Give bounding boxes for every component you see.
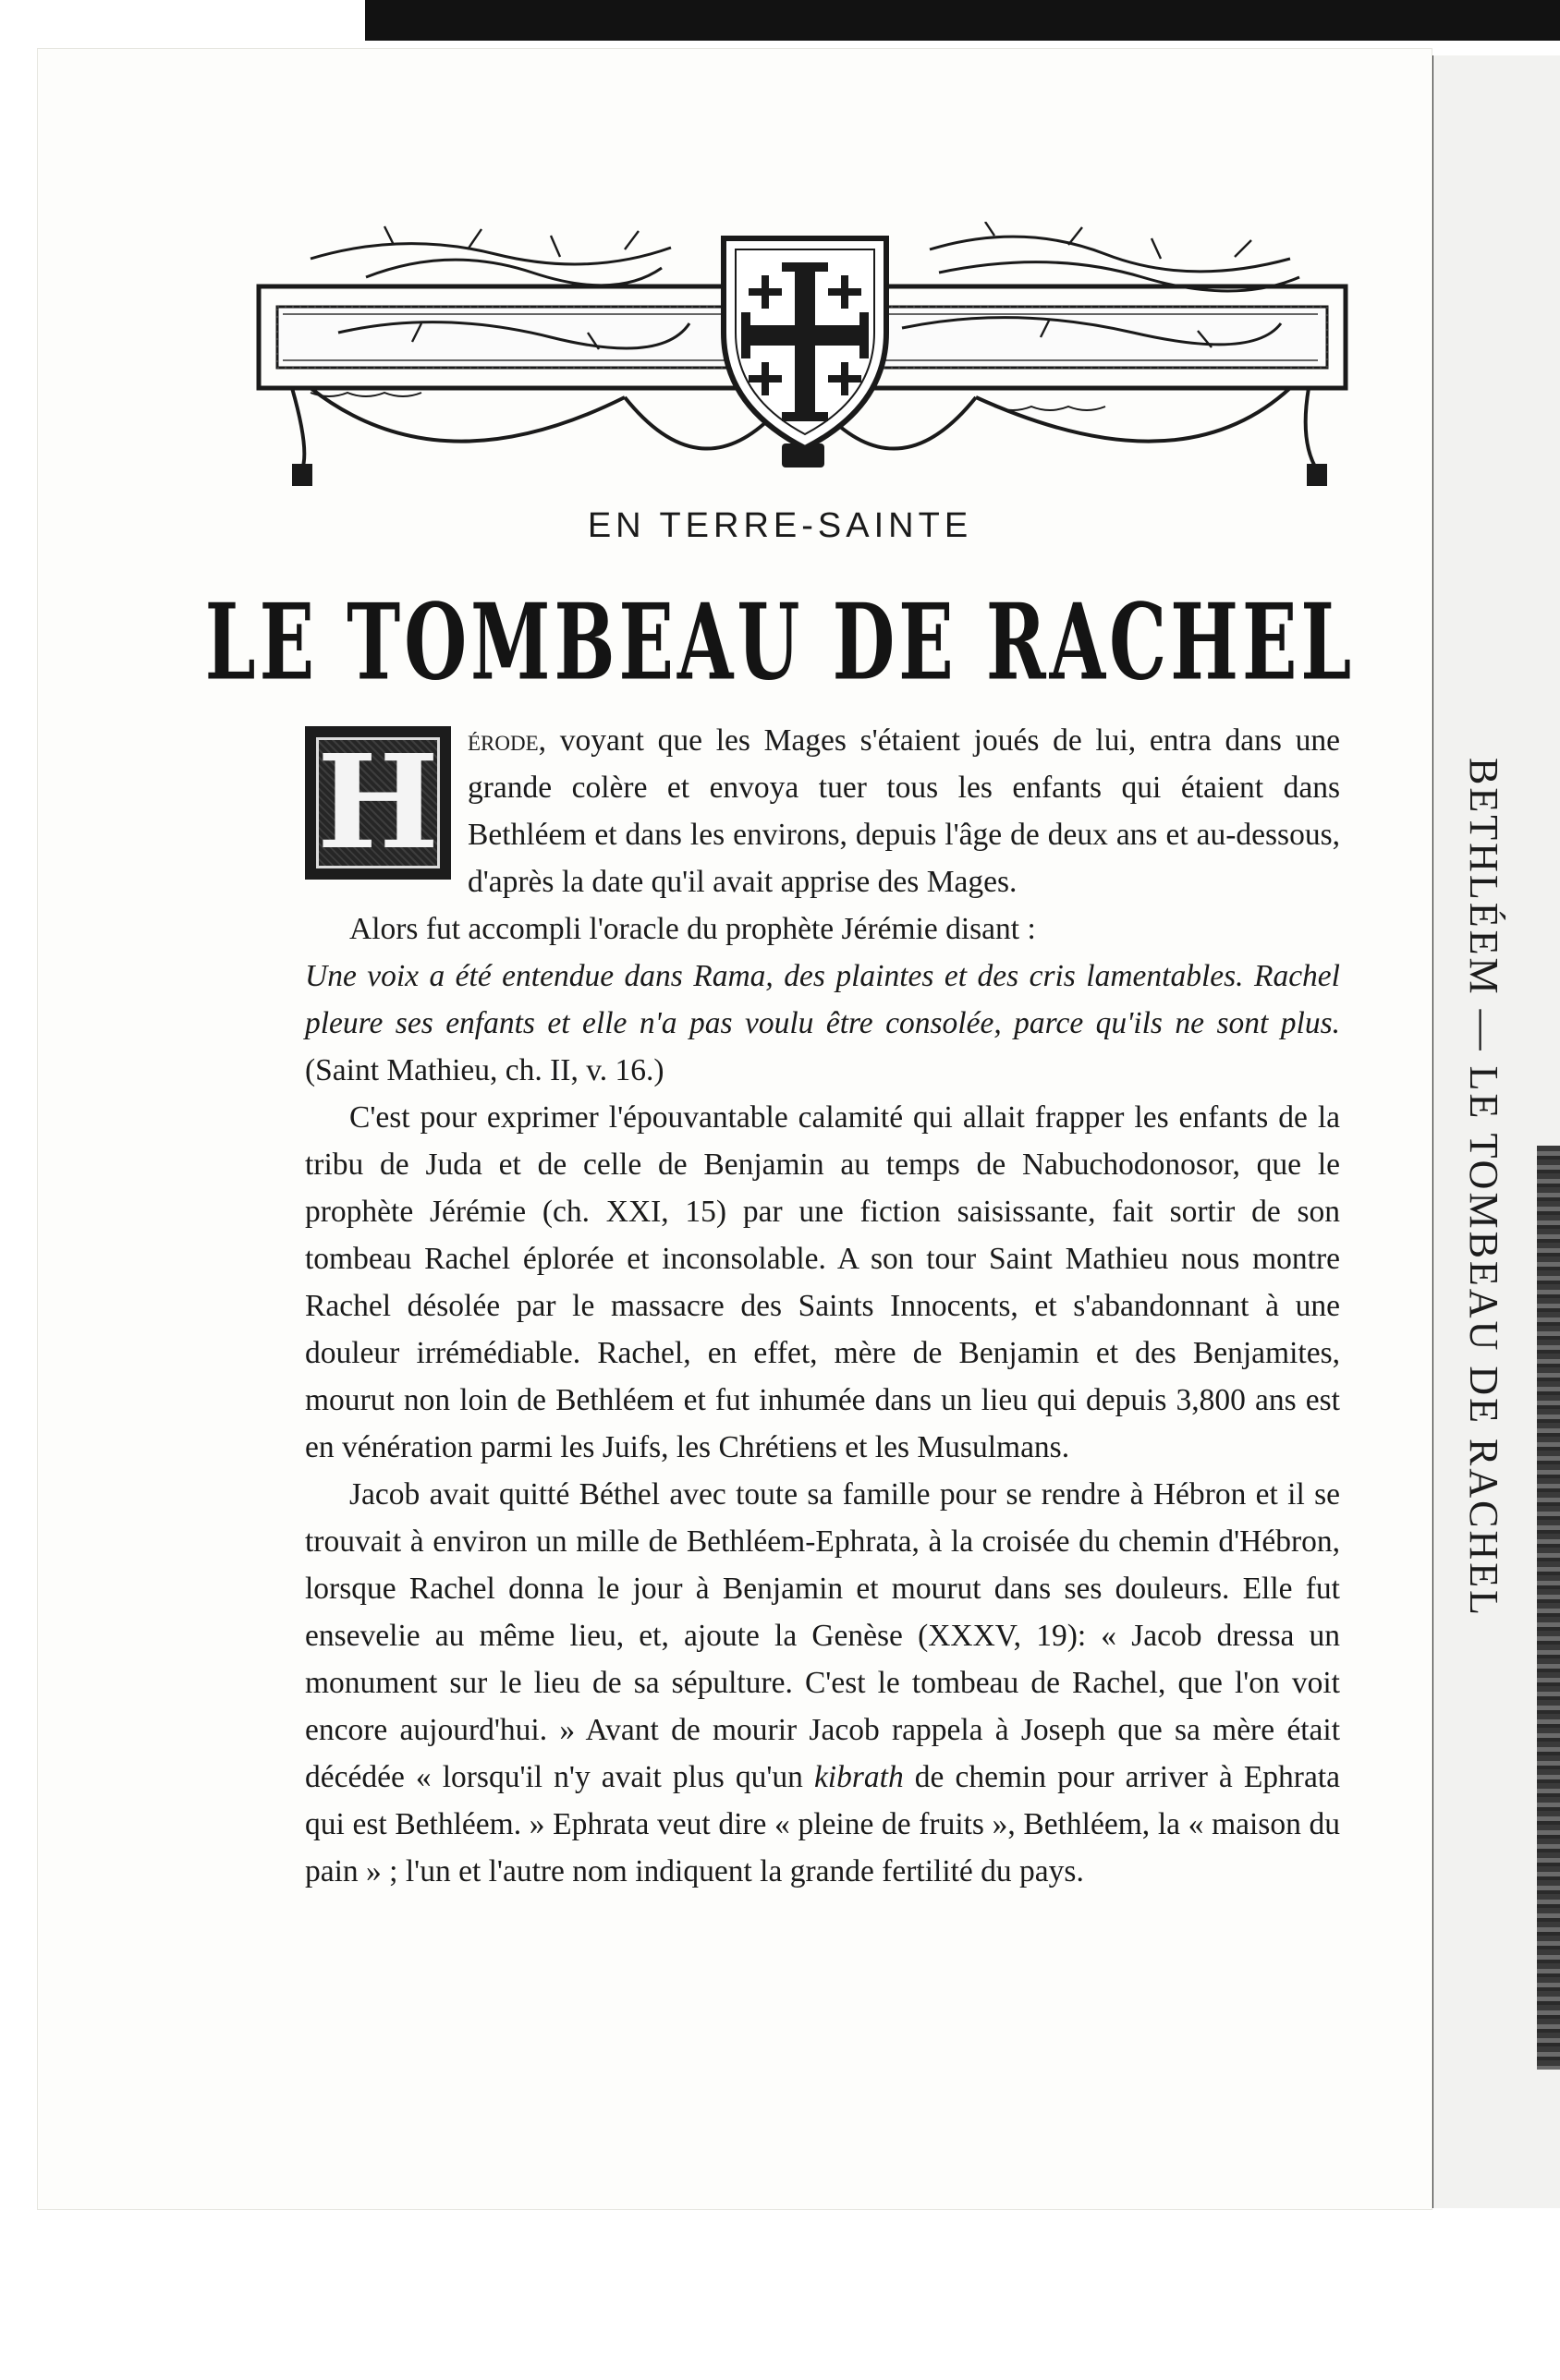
quotation-reference: (Saint Mathieu, ch. II, v. 16.) <box>305 1053 664 1087</box>
initial-letter: H <box>316 727 440 879</box>
paragraph-5-text-b: de chemin pour arriver à Ephrata qui est Bethléem. » Ephrata veut dire « pleine de fruits », Bethléem, la « maison du pain » ; l'un et l'autre nom indiquent la grande fertilité du pays. <box>305 1760 1340 1888</box>
scan-dark-border <box>365 0 1560 41</box>
decorated-initial <box>305 726 451 880</box>
section-heading: EN TERRE-SAINTE <box>587 506 973 545</box>
paragraph-2: Alors fut accompli l'oracle du prophète Jérémie disant : <box>349 912 1036 946</box>
paragraph-5-text-a: Jacob avait quitté Béthel avec toute sa famille pour se rendre à Hébron et il se trouvait à environ un mille de Bethléem-Ephrata, à la croisée du chemin d'Hébron, lorsque Rachel donna le jour à Benjamin et mourut dans ses douleurs. Elle fut ensevelie au même lieu, et, ajoute la Genèse (XXXV, 19): « Jacob dressa un monument sur le lieu de sa sépulture. C'est le tombeau de Rachel, que l'on voit encore aujourd'hui. » Avant de mourir Jacob rappela à Joseph que sa mère était décédée « lorsqu'il n'y avait plus qu'un <box>305 1477 1340 1794</box>
quotation-text: Une voix a été entendue dans Rama, des plaintes et des cris lamentables. Rachel pleure ses enfants et elle n'a pas voulu être consolée, parce qu'ils ne sont plus. <box>305 959 1340 1040</box>
paragraph-1 <box>305 717 1340 905</box>
jerusalem-cross-ornament <box>255 222 1350 490</box>
paragraph-5-emphasis: kibrath <box>813 1760 904 1794</box>
adjacent-page-spine-title: BETHLÉEM — LE TOMBEAU DE RACHEL <box>1461 758 1506 1618</box>
article-title: LE TOMBEAU DE RACHEL <box>204 582 1356 704</box>
article-body <box>305 717 1340 1895</box>
quotation-paragraph <box>305 953 1340 1094</box>
adjacent-photo-edge <box>1537 1146 1560 2070</box>
paragraph-1-lead: érode <box>468 723 539 758</box>
paragraph-4: C'est pour exprimer l'épouvantable calamité qui allait frapper les enfants de la tribu de Juda et de celle de Benjamin au temps de Nabuchodonosor, que le prophète Jérémie (ch. XXI, 15) par une fiction saisissante, fait sortir de son tombeau Rachel éplorée et inconsolable. A son tour Saint Mathieu nous montre Rachel désolée par le massacre des Saints Innocents, et s'abandonnant à une douleur irrémédiable. Rachel, en effet, mère de Benjamin et des Benjamites, mourut non loin de Bethléem et fut inhumée dans un lieu qui depuis 3,800 ans est en vénération parmi les Juifs, les Chrétiens et les Musulmans. <box>305 1100 1340 1464</box>
paragraph-5 <box>305 1471 1340 1895</box>
paragraph-1-text: , voyant que les Mages s'étaient joués de lui, entra dans une grande colère et envoya tuer tous les enfants qui étaient dans Bethléem et dans les environs, depuis l'âge de deux ans et au-dessous, d'après la date qu'il avait apprise des Mages. <box>468 723 1340 899</box>
